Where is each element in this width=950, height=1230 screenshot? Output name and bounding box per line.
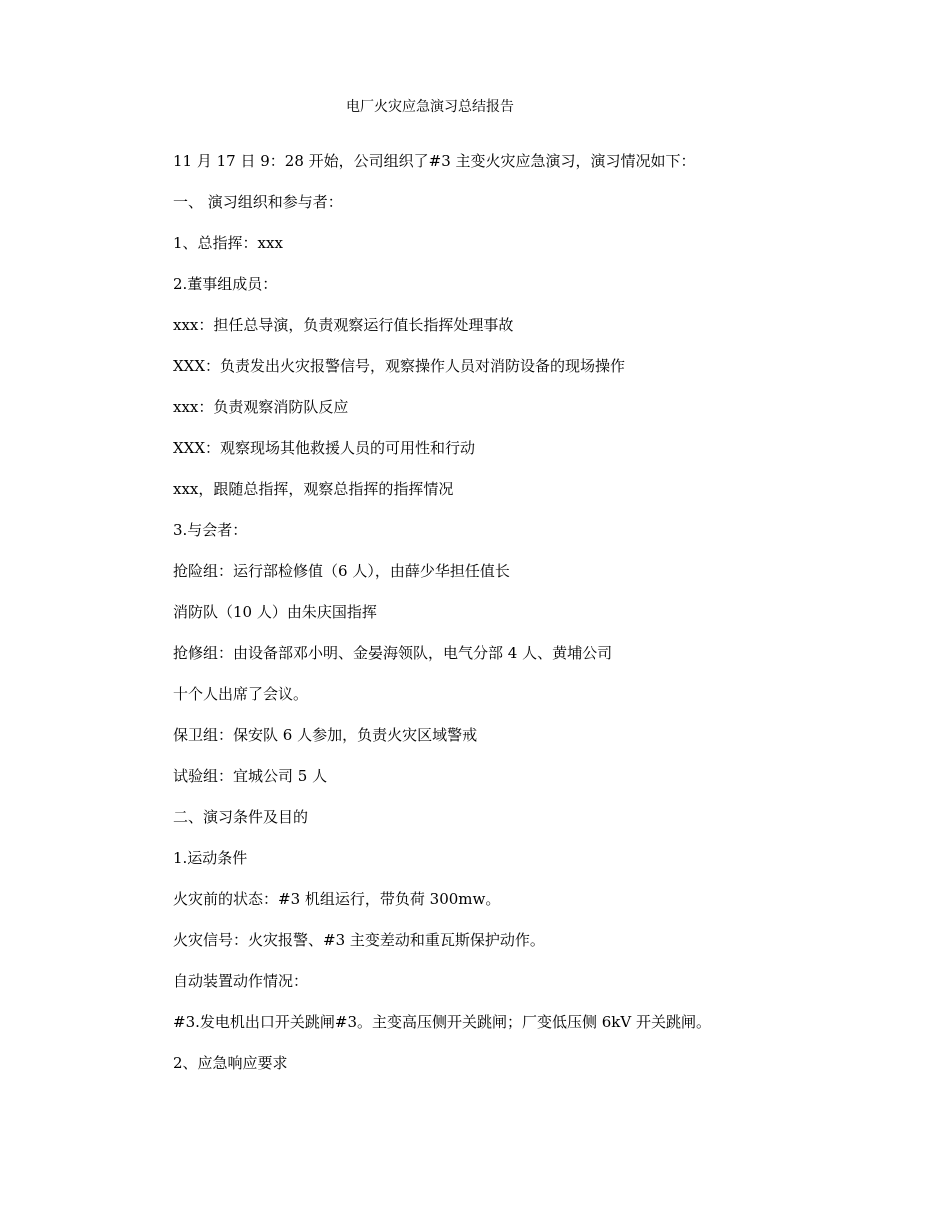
body-line: XXX：负责发出火灾报警信号，观察操作人员对消防设备的现场操作 [173, 357, 626, 375]
body-line: XXX：观察现场其他救援人员的可用性和行动 [173, 439, 476, 457]
section-heading: 二、演习条件及目的 [173, 808, 309, 826]
body-line: 抢险组：运行部检修值（6 人），由薛少华担任值长 [173, 562, 510, 580]
body-line: 保卫组：保安队 6 人参加，负责火灾区域警戒 [173, 726, 478, 744]
document-title: 电厂火灾应急演习总结报告 [346, 99, 514, 115]
body-line: 1、总指挥：xxx [173, 234, 283, 252]
body-line: 抢修组：由设备部邓小明、金晏海领队，电气分部 4 人、黄埔公司 [173, 644, 613, 662]
body-line: 火灾前的状态：#3 机组运行，带负荷 300mw。 [173, 890, 501, 908]
body-line: #3.发电机出口开关跳闸#3。主变高压侧开关跳闸；厂变低压侧 6kV 开关跳闸。 [173, 1013, 711, 1031]
body-line: 11 月 17 日 9：28 开始，公司组织了#3 主变火灾应急演习，演习情况如下： [173, 152, 696, 170]
document-body [173, 150, 913, 1093]
body-line: 1.运动条件 [173, 849, 248, 867]
body-line: 2.董事组成员： [173, 275, 278, 293]
body-line: xxx：担任总导演，负责观察运行值长指挥处理事故 [173, 316, 514, 334]
body-line: xxx，跟随总指挥，观察总指挥的指挥情况 [173, 480, 454, 498]
body-line: 火灾信号：火灾报警、#3 主变差动和重瓦斯保护动作。 [173, 931, 545, 949]
body-line: 2、应急响应要求 [173, 1054, 288, 1072]
body-line: 试验组：宜城公司 5 人 [173, 767, 328, 785]
section-heading: 一、 演习组织和参与者： [173, 193, 343, 211]
body-line: 消防队（10 人）由朱庆国指挥 [173, 603, 377, 621]
body-line: 自动装置动作情况： [173, 972, 309, 990]
body-line: 3.与会者： [173, 521, 248, 539]
body-line: 十个人出席了会议。 [173, 685, 309, 703]
body-line: xxx：负责观察消防队反应 [173, 398, 349, 416]
